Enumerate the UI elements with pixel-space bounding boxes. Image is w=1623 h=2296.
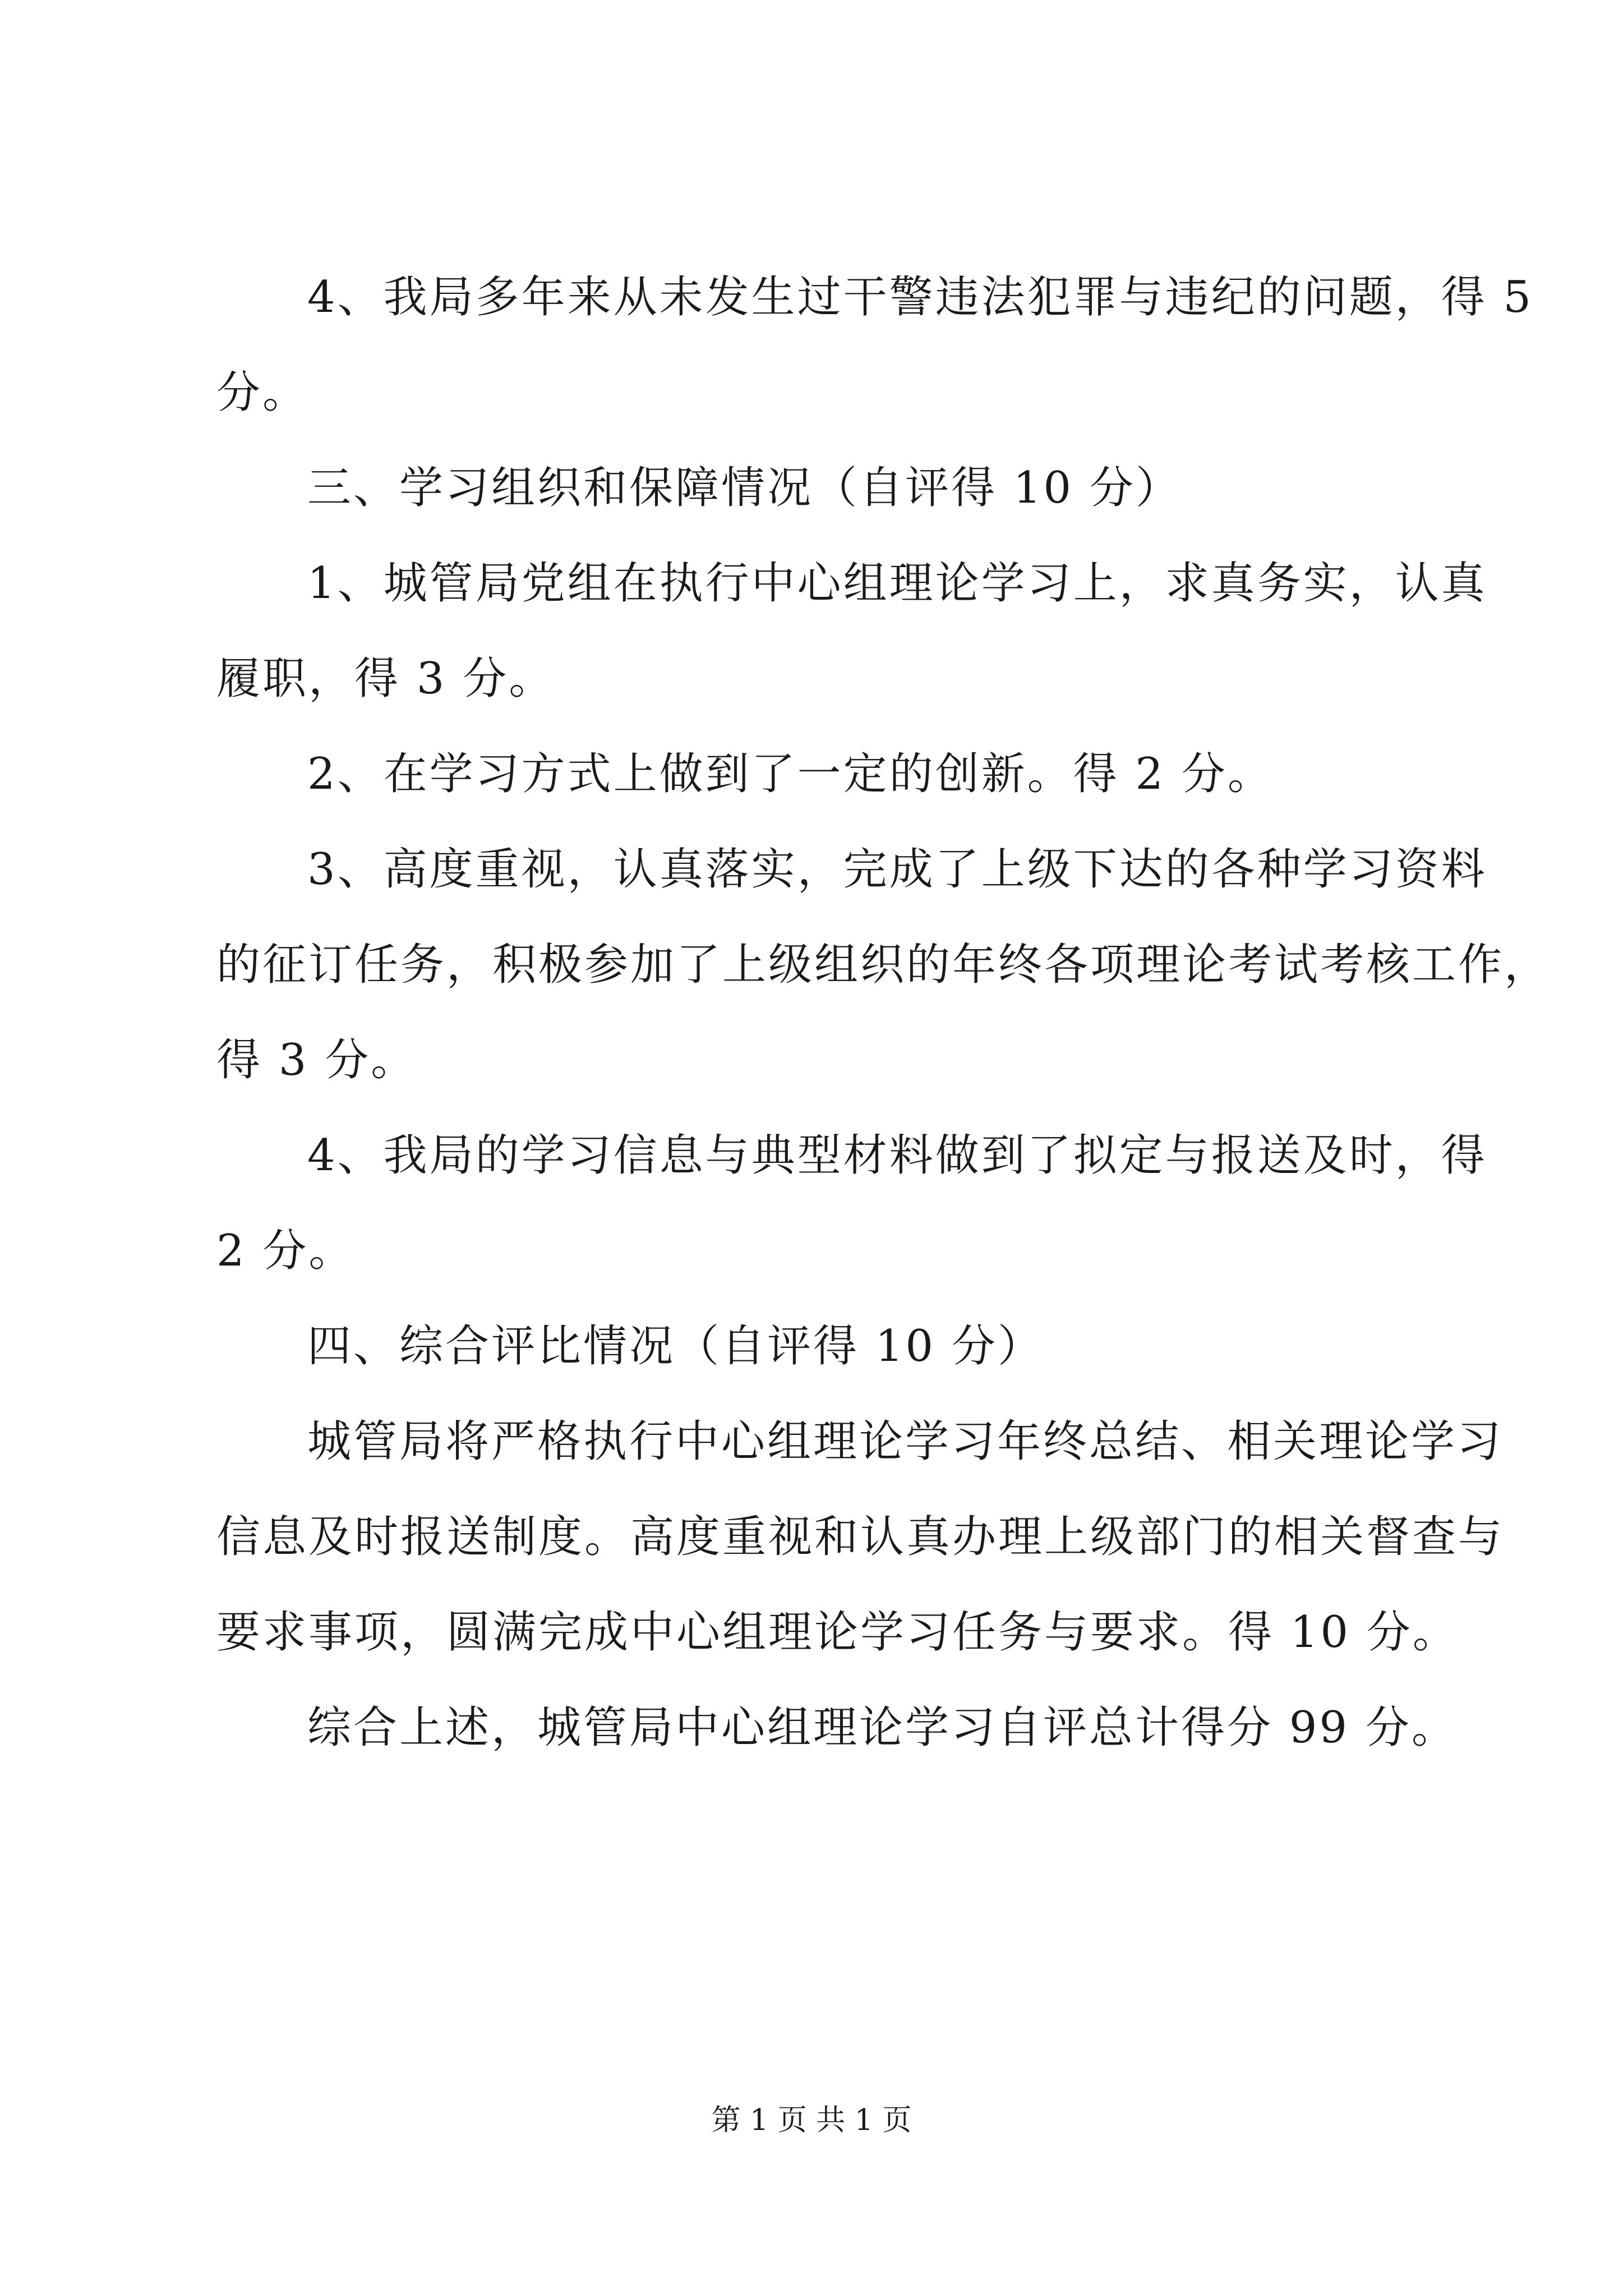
page-footer: 第 1 页 共 1 页	[711, 2104, 912, 2137]
paragraph-line: 信息及时报送制度。高度重视和认真办理上级部门的相关督查与	[216, 1512, 1505, 1562]
paragraph-line: 2、在学习方式上做到了一定的创新。得 2 分。	[307, 749, 1274, 799]
paragraph-line: 2 分。	[216, 1226, 355, 1276]
paragraph-line: 城管局将严格执行中心组理论学习年终总结、相关理论学习	[307, 1416, 1504, 1467]
paragraph-line: 要求事项，圆满完成中心组理论学习任务与要求。得 10 分。	[216, 1607, 1459, 1658]
paragraph-line: 履职，得 3 分。	[216, 654, 555, 704]
paragraph-line: 4、我局的学习信息与典型材料做到了拟定与报送及时，得	[307, 1130, 1487, 1181]
paragraph-line: 的征订任务，积极参加了上级组织的年终各项理论考试考核工作，	[216, 940, 1551, 990]
section-heading: 三、学习组织和保障情况（自评得 10 分）	[307, 463, 1182, 513]
document-body	[216, 250, 1551, 1775]
paragraph-line: 4、我局多年来从未发生过干警违法犯罪与违纪的问题，得 5	[307, 272, 1534, 323]
paragraph-line: 得 3 分。	[216, 1035, 417, 1085]
section-heading: 四、综合评比情况（自评得 10 分）	[307, 1321, 1044, 1372]
paragraph-line: 分。	[216, 367, 309, 418]
paragraph-line: 1、城管局党组在执行中心组理论学习上，求真务实，认真	[307, 558, 1487, 609]
paragraph-line: 综合上述，城管局中心组理论学习自评总计得分 99 分。	[307, 1703, 1458, 1753]
paragraph-line: 3、高度重视，认真落实，完成了上级下达的各种学习资料	[307, 844, 1487, 895]
